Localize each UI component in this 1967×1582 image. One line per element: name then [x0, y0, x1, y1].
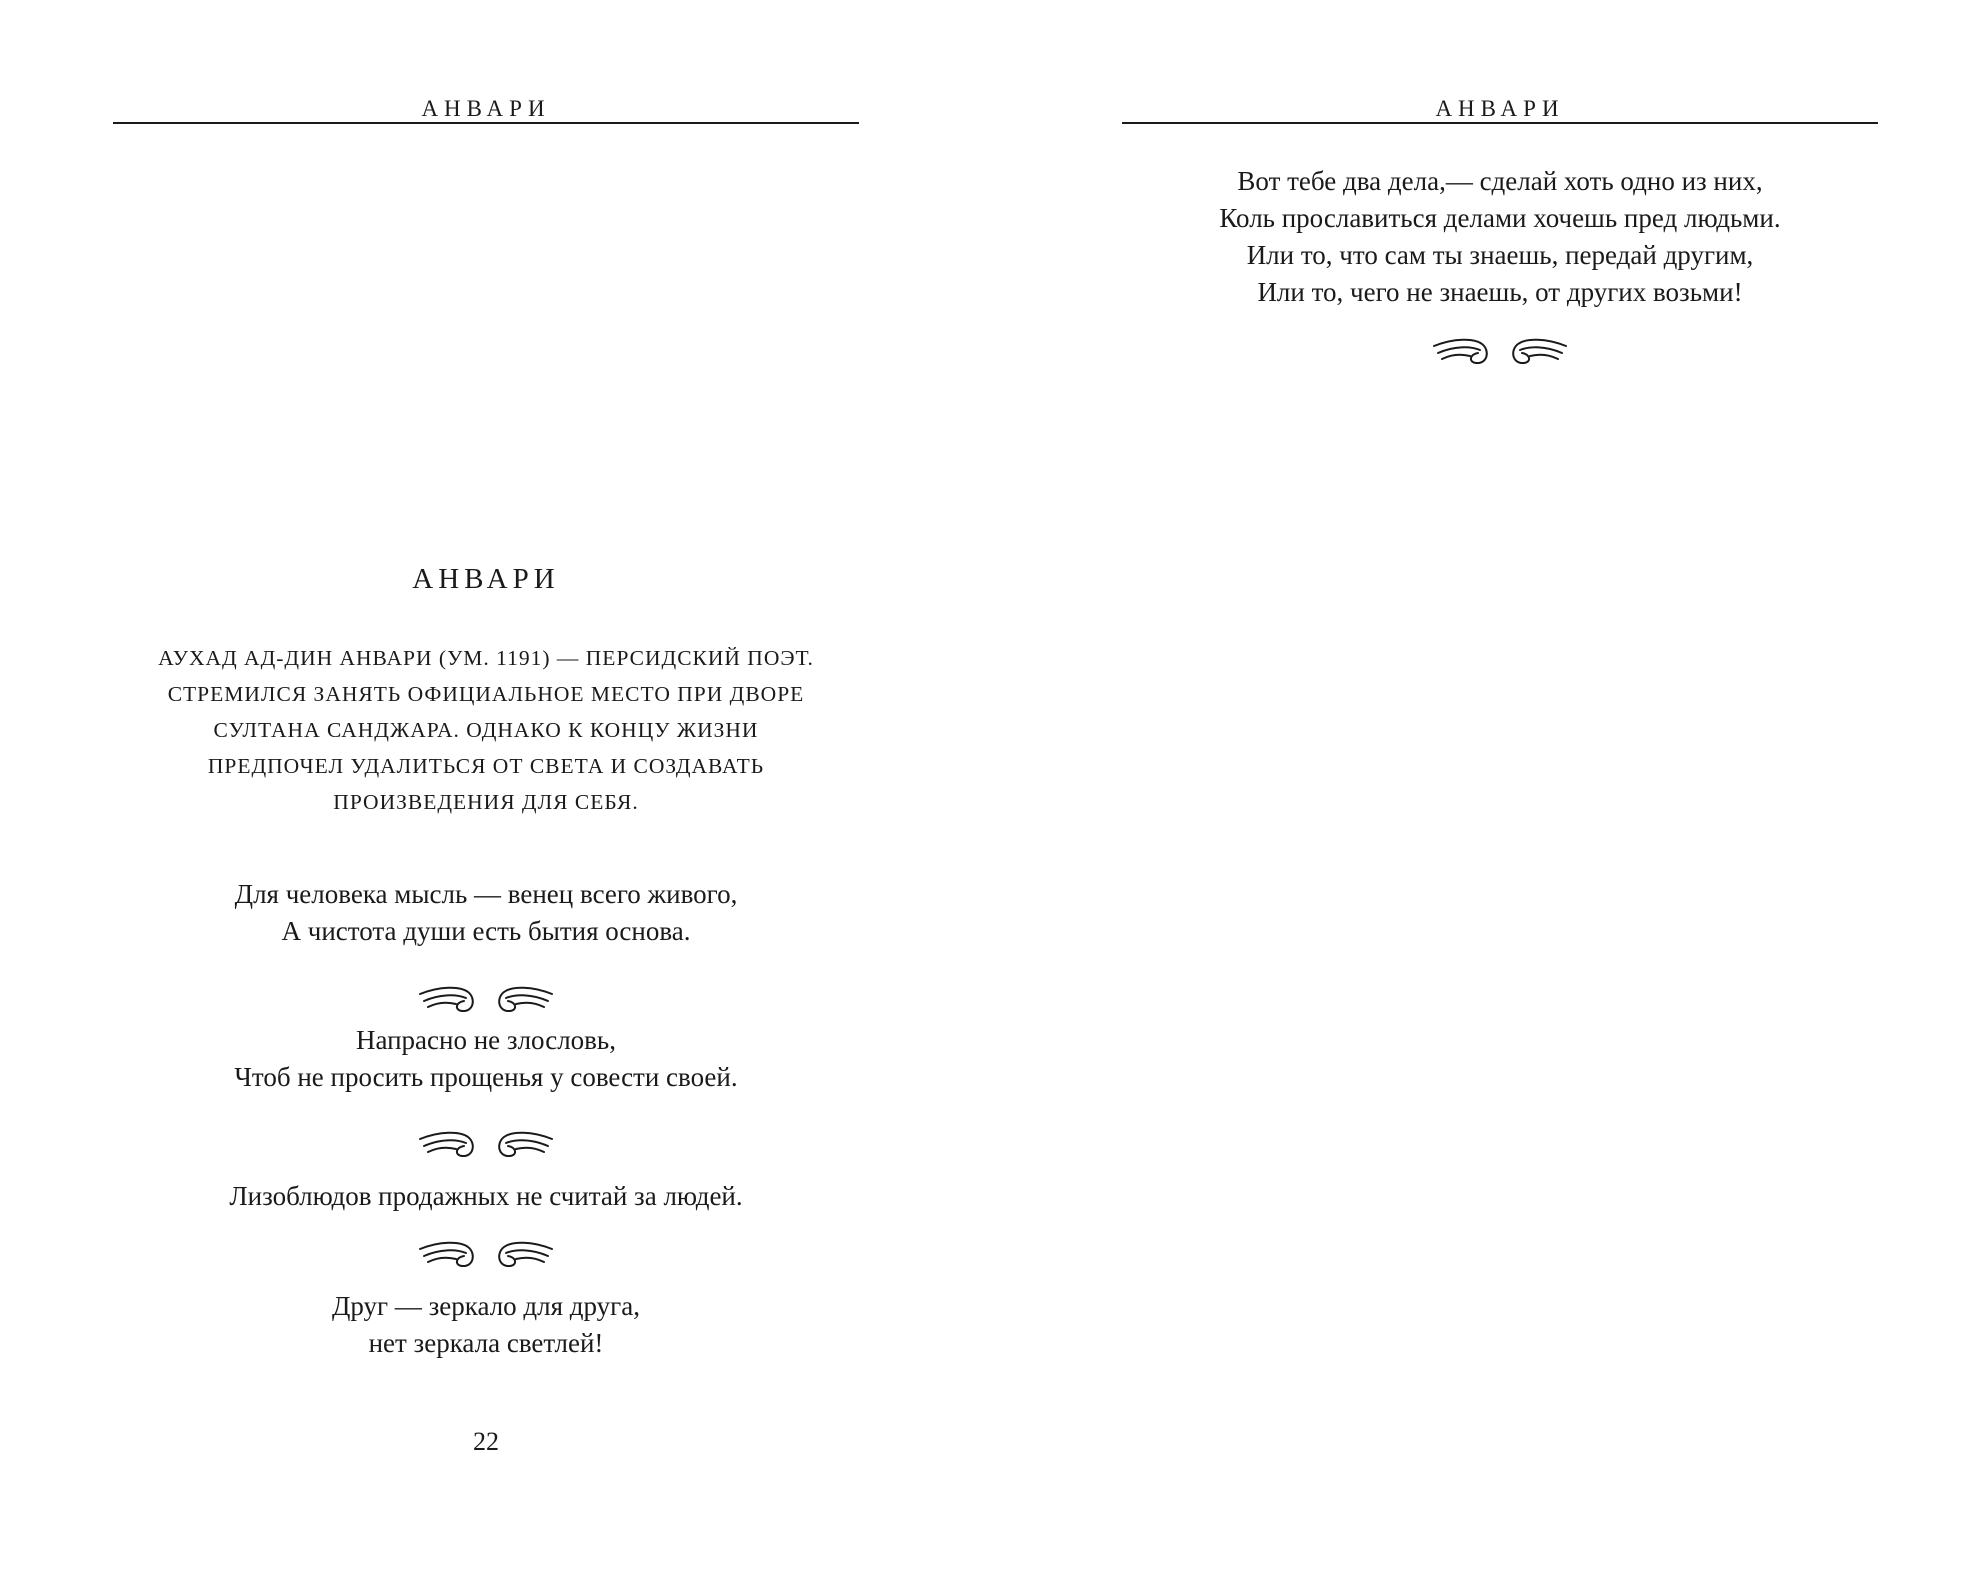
swirl-flourish-icon — [416, 982, 556, 1016]
section-title: АНВАРИ — [412, 563, 560, 595]
bio-line: ПРЕДПОЧЕЛ УДАЛИТЬСЯ ОТ СВЕТА И СОЗДАВАТЬ — [207, 754, 765, 778]
header-rule — [113, 122, 859, 124]
verse-3 — [113, 1178, 859, 1215]
verse-line: Или то, что сам ты знаешь, передай другим, — [1246, 240, 1754, 270]
verse-2 — [113, 1022, 859, 1096]
page-number: 22 — [473, 1427, 499, 1456]
running-head: АНВАРИ — [421, 96, 551, 121]
verse-line: нет зеркала светлей! — [368, 1328, 604, 1358]
verse-line: Или то, чего не знаешь, от других возьми! — [1257, 277, 1743, 307]
verse-1 — [113, 876, 859, 950]
bio-line: АУХАД АД-ДИН АНВАРИ (УМ. 1191) — ПЕРСИДСКИЙ ПОЭТ. — [158, 646, 814, 670]
verse-line: Друг — зеркало для друга, — [331, 1291, 640, 1321]
verse-line: Коль прославиться делами хочешь пред людьми. — [1219, 203, 1781, 233]
verse-line: А чистота души есть бытия основа. — [281, 916, 691, 946]
verse-line: Лизоблюдов продажных не считай за людей. — [229, 1181, 743, 1211]
verse-5 — [1122, 163, 1878, 311]
header-rule — [1122, 122, 1878, 124]
swirl-flourish-icon — [416, 1127, 556, 1161]
verse-line: Для человека мысль — венец всего живого, — [234, 879, 738, 909]
verse-4 — [113, 1288, 859, 1362]
running-head: АНВАРИ — [1435, 96, 1565, 121]
author-bio — [113, 640, 859, 820]
swirl-flourish-icon — [1430, 334, 1570, 368]
verse-line: Напрасно не злословь, — [355, 1025, 616, 1055]
verse-line: Вот тебе два дела,— сделай хоть одно из них, — [1237, 166, 1763, 196]
swirl-flourish-icon — [416, 1237, 556, 1271]
bio-line: СУЛТАНА САНДЖАРА. ОДНАКО К КОНЦУ ЖИЗНИ — [213, 718, 759, 742]
verse-line: Чтоб не просить прощенья у совести своей. — [234, 1062, 738, 1092]
bio-line: СТРЕМИЛСЯ ЗАНЯТЬ ОФИЦИАЛЬНОЕ МЕСТО ПРИ ДВОРЕ — [167, 682, 805, 706]
bio-line: ПРОИЗВЕДЕНИЯ ДЛЯ СЕБЯ. — [333, 790, 639, 814]
